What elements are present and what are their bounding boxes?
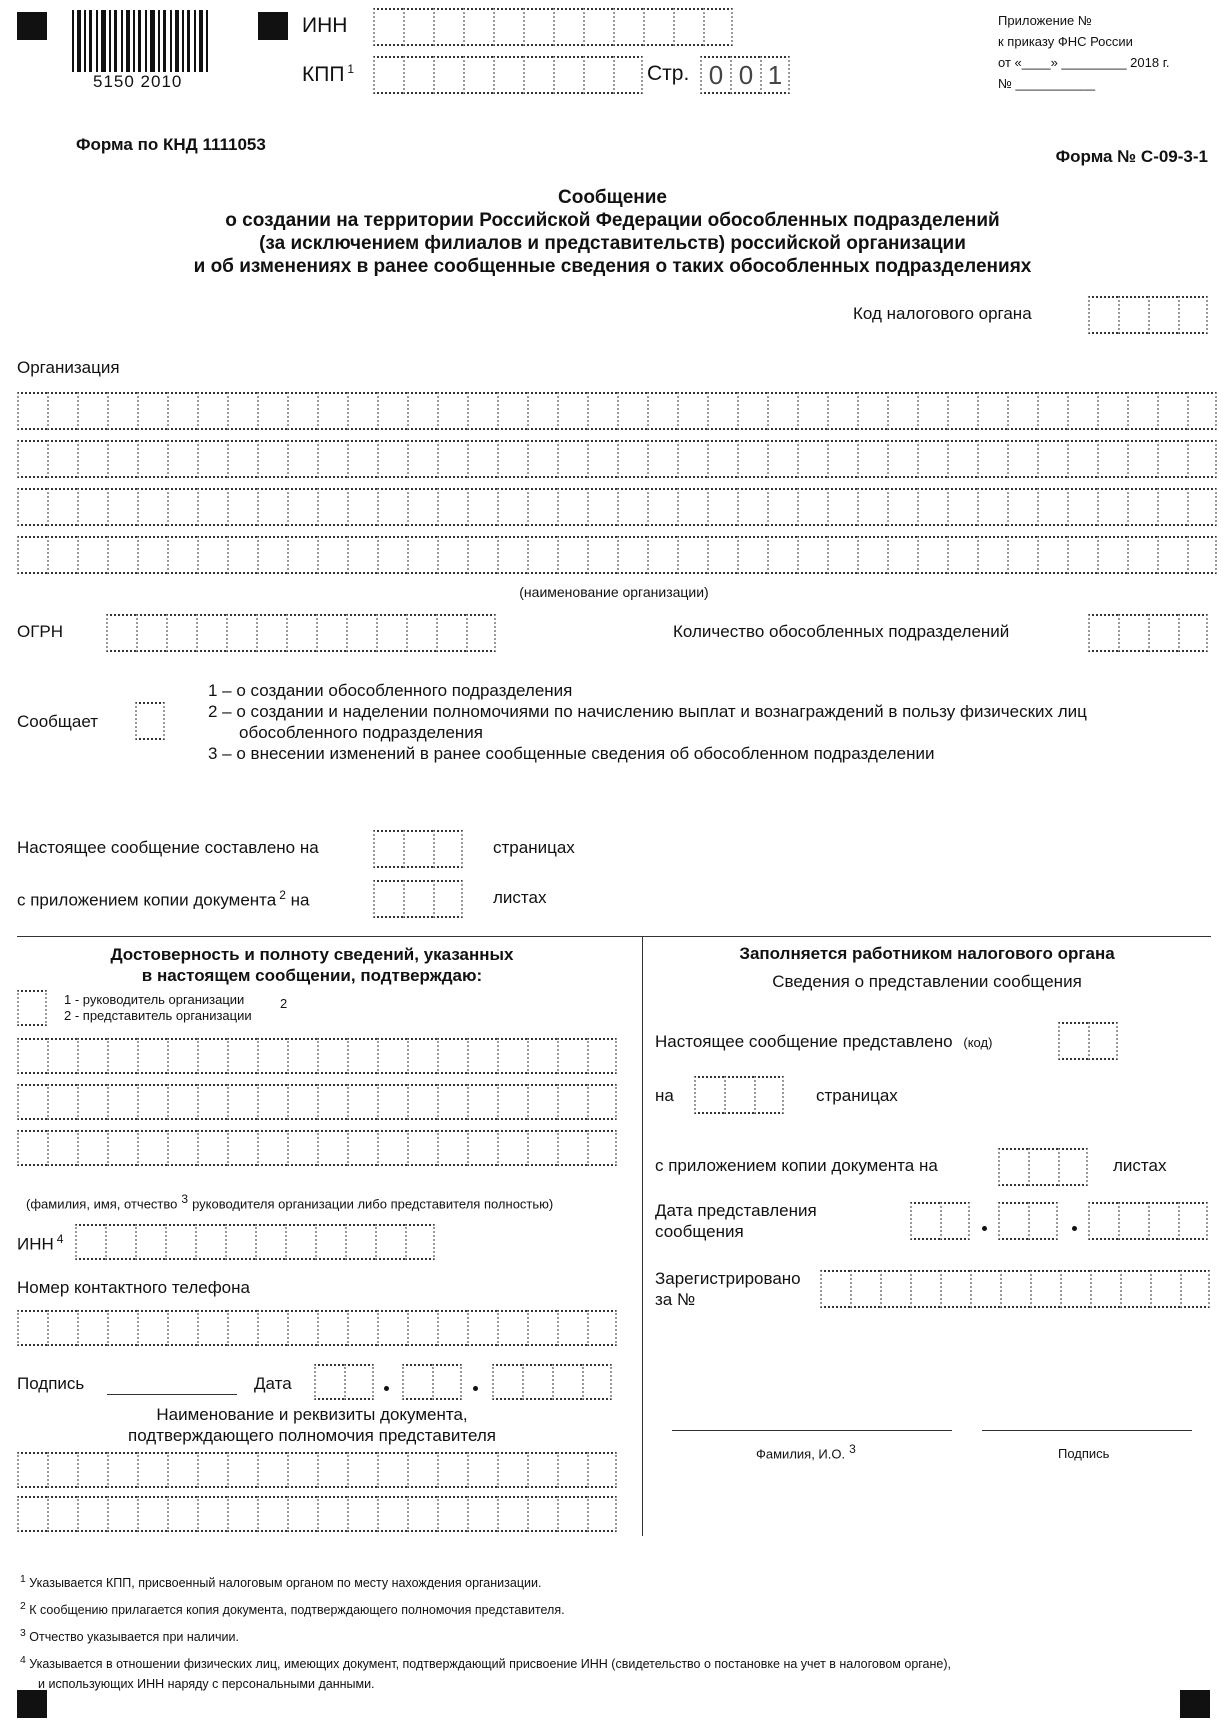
- fio-row-2[interactable]: [17, 1084, 617, 1120]
- fio-row-1[interactable]: [17, 1038, 617, 1074]
- organization-label: Организация: [17, 358, 120, 377]
- inn-label: ИНН: [302, 14, 348, 37]
- form-knd: Форма по КНД 1111053: [76, 135, 266, 154]
- count-label: Количество обособленных подразделений: [673, 622, 1010, 641]
- submission-date-line: Дата представления: [655, 1201, 817, 1220]
- doc-label-line: Наименование и реквизиты документа,: [156, 1405, 468, 1424]
- inn-footnote-ref: 4: [56, 1232, 64, 1246]
- on-label: на: [655, 1086, 674, 1105]
- attach-mid-text: на: [290, 890, 310, 910]
- org-row-4[interactable]: [17, 536, 1217, 574]
- date-label: Дата: [254, 1374, 292, 1393]
- right-pages-label: страницах: [816, 1086, 898, 1105]
- org-row-2[interactable]: [17, 440, 1217, 478]
- attach-prefix-text: с приложением копии документа: [17, 890, 277, 910]
- submitted-code-cells[interactable]: [1058, 1022, 1118, 1060]
- left-inn-label-text: ИНН: [17, 1234, 54, 1254]
- tax-officer-subheading: Сведения о представлении сообщения: [772, 972, 1082, 991]
- registered-cells[interactable]: [820, 1270, 1210, 1308]
- footnote: [20, 1595, 951, 1622]
- ogrn-label: ОГРН: [17, 622, 64, 641]
- right-attach-cells[interactable]: [998, 1148, 1088, 1186]
- footnote: [20, 1677, 951, 1691]
- attach-cells[interactable]: [373, 880, 463, 918]
- footnote-text: и использующих ИНН наряду с персональными данными.: [38, 1676, 375, 1691]
- submitted-label-text: Настоящее сообщение представлено: [655, 1032, 953, 1051]
- phone-cells[interactable]: [17, 1310, 617, 1346]
- officer-sign-line[interactable]: [982, 1430, 1192, 1431]
- tax-code-label: Код налогового органа: [853, 304, 1032, 323]
- appendix-block: [998, 10, 1169, 94]
- title-line: о создании на территории Российской Федерации обособленных подразделений: [225, 210, 1000, 231]
- confirm-heading-line: в настоящем сообщении, подтверждаю:: [141, 966, 483, 985]
- page-digit: 1: [760, 56, 790, 94]
- date-dot: [384, 1386, 389, 1391]
- kpp-cells[interactable]: [373, 56, 643, 94]
- submission-day-cells[interactable]: [910, 1202, 970, 1240]
- report-option: обособленного подразделения: [239, 723, 483, 742]
- pages-cells[interactable]: [373, 830, 463, 868]
- footnote-text: Указывается в отношении физических лиц, имеющих документ, подтверждающий присвоение ИНН (свидетельство о постановке на учет в налоговом органе),: [29, 1657, 952, 1672]
- corner-mark-bl: [17, 1690, 47, 1718]
- submission-year-cells[interactable]: [1088, 1202, 1208, 1240]
- submission-date-line: сообщения: [655, 1222, 744, 1241]
- role-footnote-ref: 2: [280, 996, 288, 1011]
- corner-mark-br: [1180, 1690, 1210, 1718]
- registered-line: за №: [655, 1290, 696, 1309]
- tax-code-cells[interactable]: [1088, 296, 1208, 334]
- officer-name-caption: [756, 1442, 856, 1461]
- page-digit: 0: [700, 56, 730, 94]
- date-year-cells[interactable]: [492, 1364, 612, 1400]
- code-label: (код): [963, 1035, 993, 1050]
- footnote-number: 3: [20, 1628, 26, 1640]
- barcode: [72, 10, 212, 72]
- officer-name-caption-text: Фамилия, И.О.: [756, 1446, 846, 1462]
- org-row-1[interactable]: [17, 392, 1217, 430]
- submission-date-dot: [1072, 1226, 1077, 1231]
- attach-prefix: [17, 888, 310, 911]
- right-attach-label: с приложением копии документа на: [655, 1156, 938, 1175]
- registered-label: [655, 1268, 801, 1310]
- org-row-3[interactable]: [17, 488, 1217, 526]
- pages-suffix: страницах: [493, 838, 575, 857]
- page-digit: 0: [730, 56, 760, 94]
- attach-suffix: листах: [493, 888, 547, 907]
- inn-cells[interactable]: [373, 8, 733, 46]
- fio-caption-a: (фамилия, имя, отчество: [26, 1196, 178, 1212]
- doc-label-line: подтверждающего полномочия представителя: [128, 1426, 496, 1445]
- fio-row-3[interactable]: [17, 1130, 617, 1166]
- doc-label: [17, 1404, 607, 1446]
- footnote-text: Отчество указывается при наличии.: [29, 1630, 239, 1645]
- footnote-number: 4: [20, 1655, 26, 1667]
- right-pages-cells[interactable]: [694, 1076, 784, 1114]
- report-option: 3 – о внесении изменений в ранее сообщенные сведения об обособленном подразделении: [208, 744, 935, 763]
- role-option: 2 - представитель организации: [64, 1008, 252, 1023]
- horizontal-divider: [17, 936, 1211, 937]
- officer-sign-caption: Подпись: [1058, 1446, 1110, 1461]
- footnote: [20, 1622, 951, 1649]
- submission-month-cells[interactable]: [998, 1202, 1058, 1240]
- reports-cell[interactable]: [135, 702, 165, 740]
- page-label: Стр.: [647, 62, 690, 85]
- corner-mark-tr-inner: [258, 12, 288, 40]
- attach-footnote-ref: 2: [279, 888, 286, 902]
- ogrn-cells[interactable]: [106, 614, 496, 652]
- date-day-cells[interactable]: [314, 1364, 374, 1400]
- sign-line[interactable]: [107, 1394, 237, 1395]
- submitted-label: [655, 1032, 992, 1052]
- submission-date-dot: [982, 1226, 987, 1231]
- doc-row-2[interactable]: [17, 1496, 617, 1532]
- count-cells[interactable]: [1088, 614, 1208, 652]
- footnote-text: К сообщению прилагается копия документа, подтверждающего полномочия представителя.: [29, 1603, 565, 1618]
- registered-line: Зарегистрировано: [655, 1269, 801, 1288]
- fio-caption: [26, 1192, 553, 1211]
- footnote-text: Указывается КПП, присвоенный налоговым органом по месту нахождения организации.: [29, 1576, 542, 1591]
- report-option: 1 – о создании обособленного подразделения: [208, 681, 573, 700]
- sign-label: Подпись: [17, 1374, 85, 1393]
- appendix-line: № ___________: [998, 76, 1096, 91]
- report-options: [208, 680, 1087, 764]
- kpp-footnote-ref: 1: [347, 62, 355, 76]
- right-sheets-label: листах: [1113, 1156, 1167, 1175]
- role-cell[interactable]: [17, 990, 47, 1026]
- title-line: (за исключением филиалов и представительств) российской организации: [259, 233, 966, 254]
- role-option: 1 - руководитель организации: [64, 992, 245, 1007]
- pages-prefix: Настоящее сообщение составлено на: [17, 838, 319, 857]
- appendix-line: к приказу ФНС России: [998, 34, 1133, 49]
- left-inn-cells[interactable]: [75, 1224, 435, 1260]
- officer-name-footnote-ref: 3: [849, 1442, 856, 1456]
- submission-date-label: [655, 1200, 817, 1242]
- doc-row-1[interactable]: [17, 1452, 617, 1488]
- confirm-heading-line: Достоверность и полноту сведений, указанных: [110, 945, 514, 964]
- kpp-label: [302, 62, 354, 87]
- fio-footnote-ref: 3: [181, 1192, 189, 1206]
- phone-label: Номер контактного телефона: [17, 1278, 250, 1297]
- fio-caption-b: руководителя организации либо представителя полностью): [192, 1196, 554, 1212]
- role-options: [64, 992, 252, 1024]
- appendix-line: от «____» _________ 2018 г.: [998, 55, 1170, 70]
- form-title: [60, 186, 1165, 278]
- footnotes: [20, 1568, 951, 1691]
- left-inn-label: [17, 1232, 63, 1255]
- title-line: и об изменениях в ранее сообщенные сведения о таких обособленных подразделениях: [193, 256, 1032, 277]
- barcode-numbers: 5150 2010: [90, 72, 185, 92]
- footnote-number: 1: [20, 1574, 26, 1585]
- org-caption: (наименование организации): [519, 584, 709, 600]
- vertical-divider: [642, 936, 643, 1536]
- officer-name-line[interactable]: [672, 1430, 952, 1431]
- confirm-heading: [17, 944, 607, 986]
- title-line: Сообщение: [558, 187, 667, 208]
- corner-mark-tl: [17, 12, 47, 40]
- tax-officer-heading: Заполняется работником налогового органа: [739, 944, 1115, 963]
- reports-label: Сообщает: [17, 712, 99, 731]
- page-cells: [700, 56, 790, 94]
- date-month-cells[interactable]: [402, 1364, 462, 1400]
- footnote: [20, 1649, 951, 1676]
- date-dot: [473, 1386, 478, 1391]
- report-option: 2 – о создании и наделении полномочиями по начислению выплат и вознаграждений в пользу физических лиц: [208, 702, 1087, 721]
- footnote: [20, 1568, 951, 1595]
- appendix-line: Приложение №: [998, 13, 1092, 28]
- form-number: Форма № С-09-3-1: [1055, 147, 1208, 166]
- kpp-label-text: КПП: [302, 63, 345, 86]
- footnote-number: 2: [20, 1601, 26, 1613]
